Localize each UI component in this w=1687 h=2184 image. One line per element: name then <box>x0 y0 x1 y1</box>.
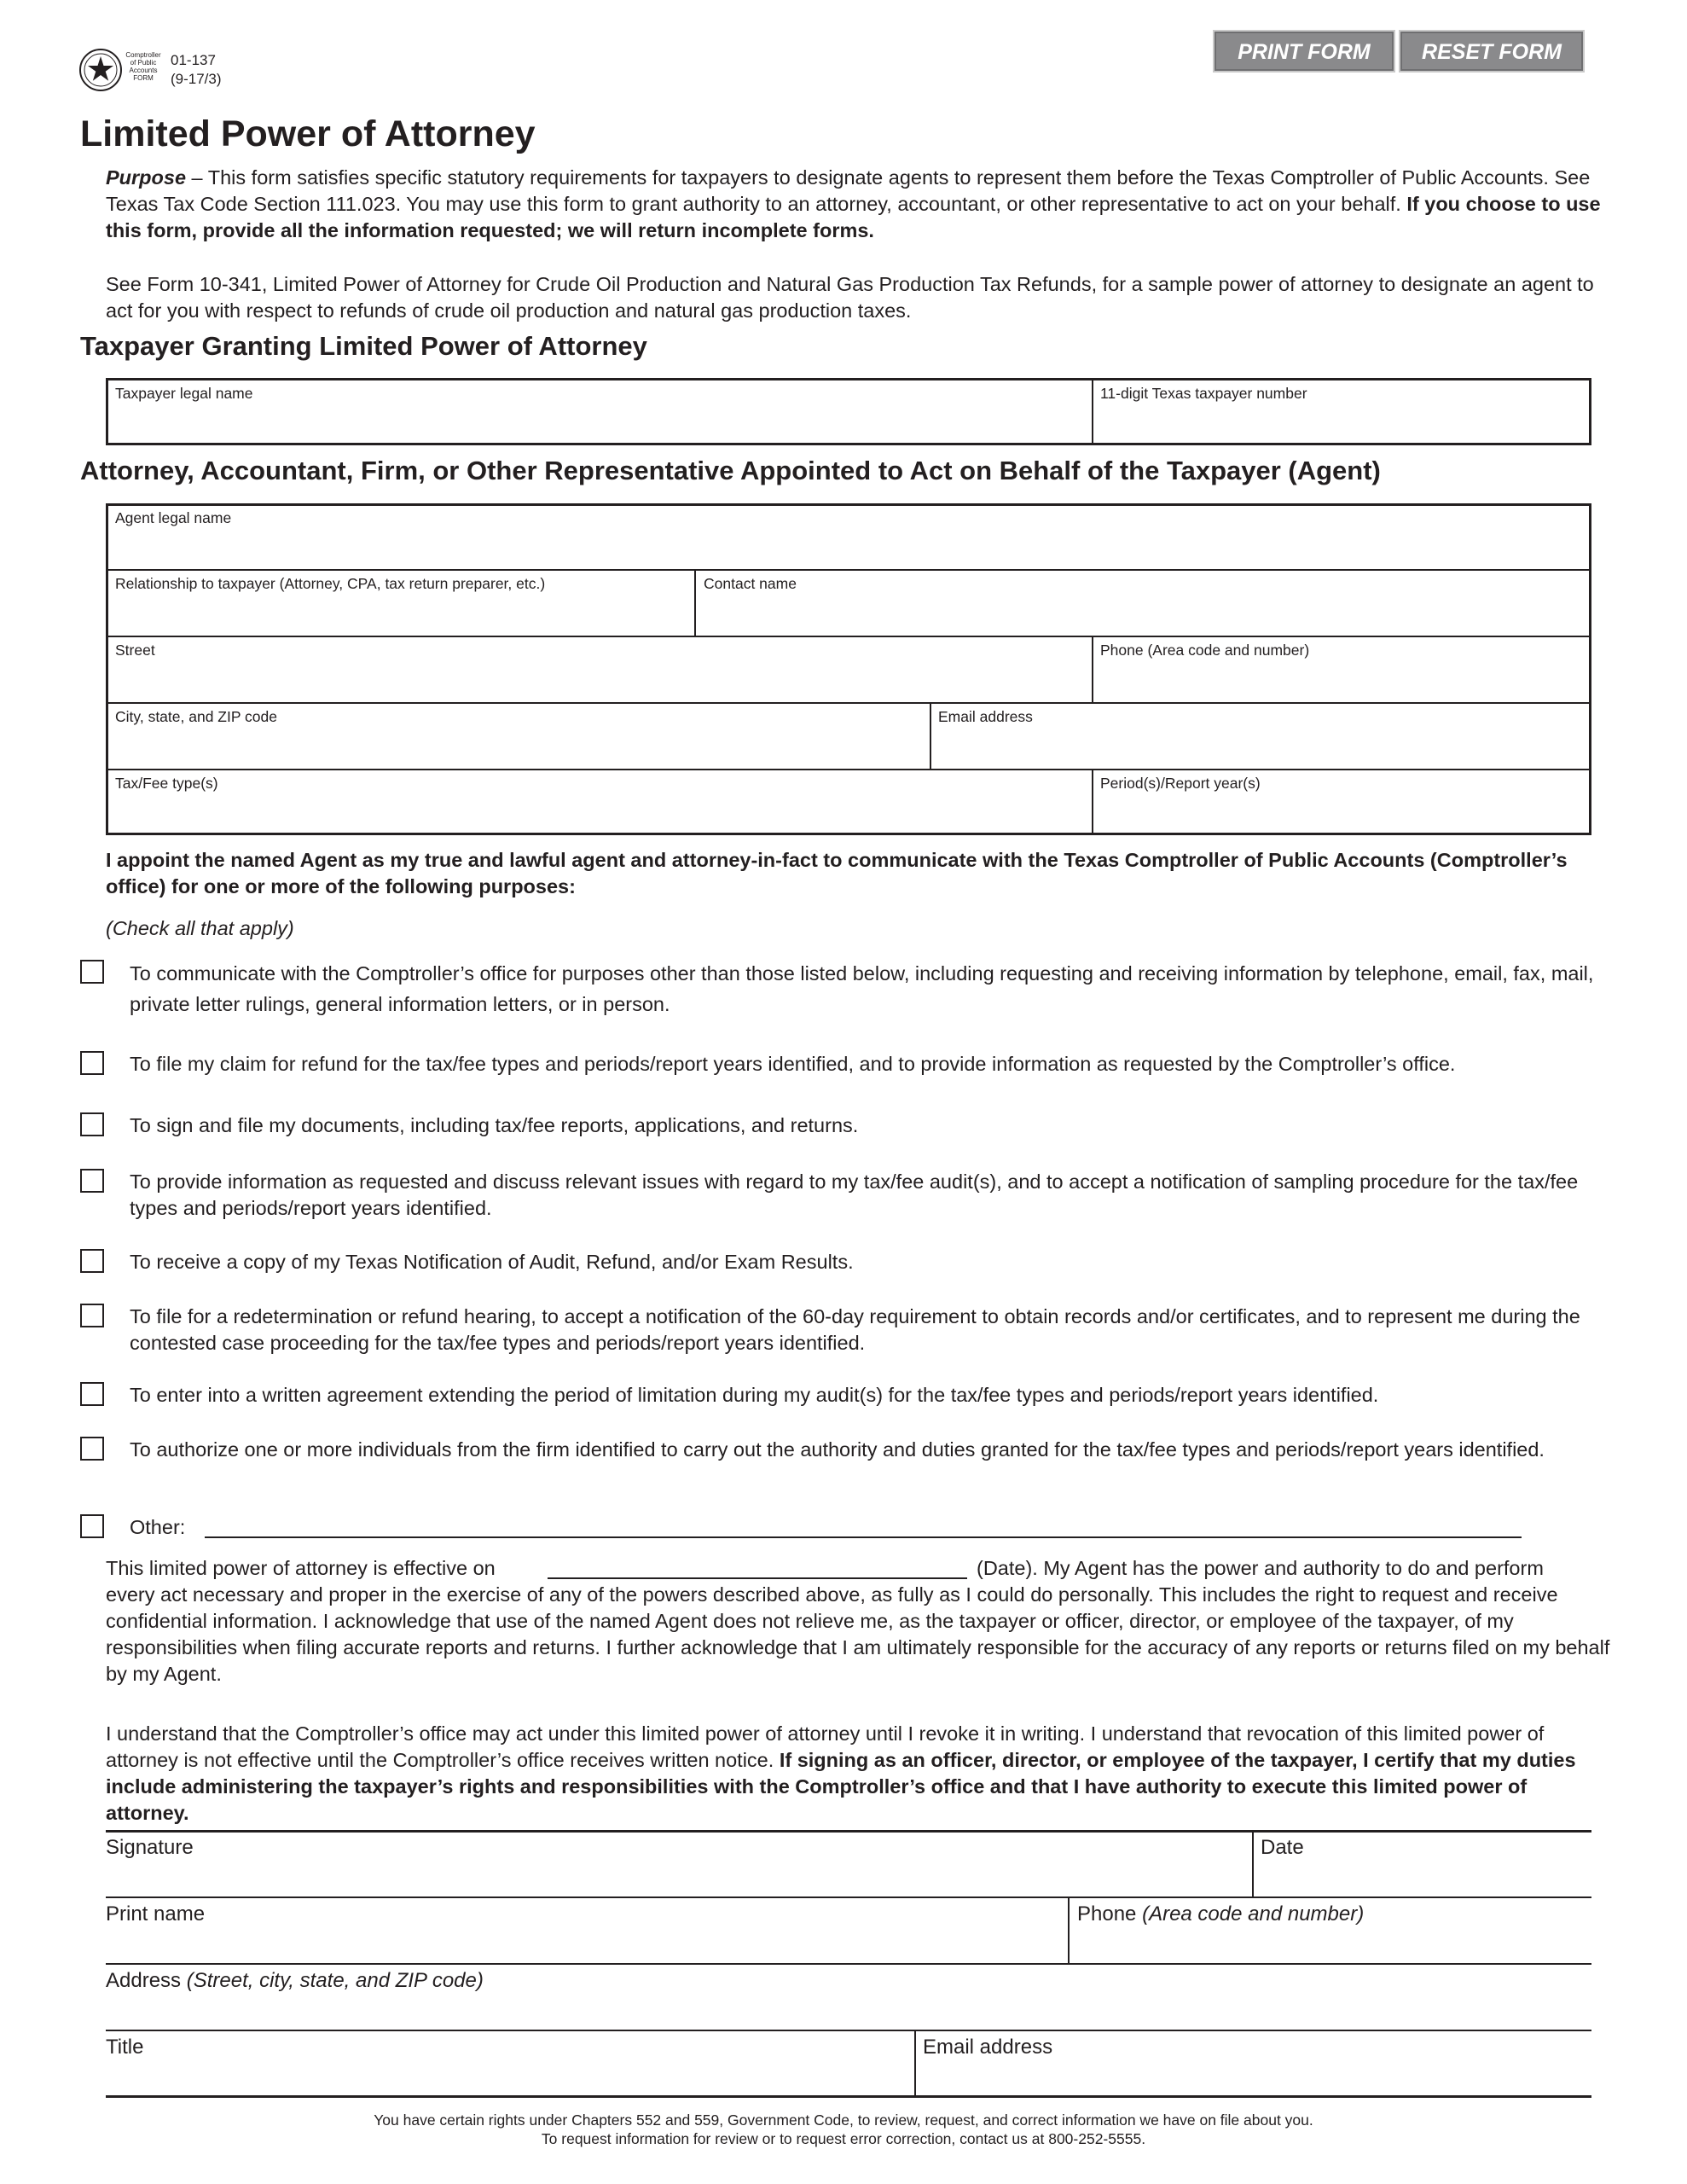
divider <box>1092 378 1093 445</box>
date-field[interactable] <box>1255 1862 1591 1894</box>
signer-email-label: Email address <box>923 2036 1053 2059</box>
effective-first-line-rest: (Date). My Agent has the power and authority to do and perform <box>977 1557 1544 1579</box>
street-field[interactable] <box>109 660 1090 700</box>
taxpayer-number-field[interactable] <box>1095 403 1588 442</box>
option-communicate-text: To communicate with the Comptroller’s office for purposes other than those listed below, including requesting and receiving information by telephone, email, fax, mail, private letter rulings, general information letters, or in person. <box>130 962 1594 1015</box>
print-form-button[interactable]: PRINT FORM <box>1213 30 1395 73</box>
agency-line: of Public <box>130 59 157 67</box>
option-limitation-agreement-text: To enter into a written agreement extending the period of limitation during my audit(s) for the tax/fee types and periods/report years identified. <box>130 1384 1379 1406</box>
option-receive-results-checkbox[interactable] <box>80 1249 104 1273</box>
effective-paragraph: every act necessary and proper in the exercise of any of the powers described above, as fully as I could do personally. This includes the right to request and receive confidential information. I acknowledge that use of the named Agent does not relieve me, as the taxpayer or officer, director, or employee of the taxpayer, of my responsibilities when filing accurate reports and returns. I further acknowledge that I am ultimately responsible for the accuracy of any reports or returns filed on my behalf by my Agent. <box>106 1583 1610 1685</box>
title-field[interactable] <box>106 2061 911 2094</box>
signer-phone-hint: (Area code and number) <box>1142 1902 1365 1926</box>
purpose-lead: Purpose <box>106 166 187 189</box>
agency-line: Accounts <box>129 67 158 74</box>
tax-fee-types-label: Tax/Fee type(s) <box>115 775 218 792</box>
divider <box>1252 1830 1254 1896</box>
address-field[interactable] <box>106 1995 1591 2027</box>
taxpayer-number-label: 11-digit Texas taxpayer number <box>1100 385 1307 402</box>
periods-field[interactable] <box>1095 793 1588 832</box>
option-sign-file-text: To sign and file my documents, including tax/fee reports, applications, and returns. <box>130 1114 859 1136</box>
effective-prefix: This limited power of attorney is effective on <box>106 1557 496 1579</box>
divider <box>106 769 1591 770</box>
taxpayer-legal-name-label: Taxpayer legal name <box>115 385 253 402</box>
signer-email-field[interactable] <box>918 2061 1591 2094</box>
signer-phone-field[interactable] <box>1071 1928 1591 1960</box>
option-other-checkbox[interactable] <box>80 1514 104 1538</box>
street-label: Street <box>115 642 155 659</box>
taxpayer-legal-name-field[interactable] <box>109 403 1090 442</box>
date-label: Date <box>1261 1836 1304 1859</box>
option-refund-claim-checkbox[interactable] <box>80 1051 104 1075</box>
form-revision: (9-17/3) <box>171 71 222 87</box>
relationship-label: Relationship to taxpayer (Attorney, CPA, tax return preparer, etc.) <box>115 575 546 592</box>
comptroller-seal-icon <box>78 48 123 92</box>
footer-rights-line: You have certain rights under Chapters 552 and 559, Government Code, to review, request, and correct information we have on file about you. <box>374 2111 1313 2129</box>
agent-legal-name-label: Agent legal name <box>115 509 232 526</box>
signer-phone-label-text: Phone <box>1077 1902 1137 1926</box>
print-name-field[interactable] <box>106 1928 1064 1960</box>
other-input-line[interactable] <box>205 1536 1522 1538</box>
print-name-label: Print name <box>106 1902 206 1926</box>
purpose-paragraph <box>106 165 1615 244</box>
signer-phone-label <box>1077 1902 1364 1926</box>
effective-date-line[interactable] <box>548 1577 967 1579</box>
agent-phone-field[interactable] <box>1095 660 1588 700</box>
signature-field[interactable] <box>106 1862 1249 1894</box>
agent-email-field[interactable] <box>933 727 1588 767</box>
see-form-paragraph: See Form 10-341, Limited Power of Attorney for Crude Oil Production and Natural Gas Production Tax Refunds, for a sample power of attorney to designate an agent to act for you with respect to refunds of crude oil production and natural gas production taxes. <box>106 273 1594 322</box>
relationship-field[interactable] <box>109 594 693 634</box>
option-other-label: Other: <box>130 1516 186 1538</box>
option-redetermination-text: To file for a redetermination or refund hearing, to accept a notification of the 60-day requirement to obtain records and/or certificates, and to represent me during the contested case proceeding for the tax/fee types and periods/report years identified. <box>130 1305 1580 1354</box>
option-redetermination-checkbox[interactable] <box>80 1304 104 1327</box>
footer-contact-line: To request information for review or to request error correction, contact us at 800-252-5555. <box>541 2130 1146 2147</box>
divider <box>1092 769 1093 835</box>
revoke-text: I understand that the Comptroller’s office may act under this limited power of attorney until I revoke it in writing. I understand that revocation of this limited power of attorney is not effective until the Comptroller’s office receives written notice. <box>106 1722 1545 1771</box>
option-authorize-individuals-text: To authorize one or more individuals from the firm identified to carry out the authority and duties granted for the tax/fee types and periods/report years identified. <box>130 1438 1545 1461</box>
title-label: Title <box>106 2036 144 2059</box>
signature-label: Signature <box>106 1836 194 1859</box>
form-number: 01-137 <box>171 52 216 68</box>
option-sign-file-checkbox[interactable] <box>80 1112 104 1136</box>
option-authorize-individuals-checkbox[interactable] <box>80 1437 104 1461</box>
divider <box>1068 1896 1070 1963</box>
divider <box>106 702 1591 704</box>
tax-fee-types-field[interactable] <box>109 793 1090 832</box>
option-limitation-agreement-checkbox[interactable] <box>80 1382 104 1406</box>
divider <box>106 1963 1591 1965</box>
periods-label: Period(s)/Report year(s) <box>1100 775 1261 792</box>
option-refund-claim-text: To file my claim for refund for the tax/fee types and periods/report years identified, and to provide information as requested by the Comptroller’s office. <box>130 1053 1456 1075</box>
form-number-block <box>171 51 222 89</box>
address-hint: (Street, city, state, and ZIP code) <box>186 1969 484 1992</box>
divider <box>106 1896 1591 1898</box>
divider <box>1092 636 1093 702</box>
option-receive-results-text: To receive a copy of my Texas Notification of Audit, Refund, and/or Exam Results. <box>130 1251 854 1273</box>
divider <box>914 2030 916 2096</box>
agency-line: FORM <box>133 74 154 82</box>
signature-bottom-rule <box>106 2095 1591 2098</box>
revoke-paragraph <box>106 1721 1615 1827</box>
taxpayer-section-heading: Taxpayer Granting Limited Power of Attorney <box>80 331 647 361</box>
city-state-zip-label: City, state, and ZIP code <box>115 708 278 725</box>
contact-name-field[interactable] <box>698 594 1588 634</box>
city-state-zip-field[interactable] <box>109 727 928 767</box>
address-label <box>106 1969 484 1993</box>
agent-legal-name-field[interactable] <box>109 528 1588 567</box>
contact-name-label: Contact name <box>704 575 797 592</box>
appoint-statement: I appoint the named Agent as my true and lawful agent and attorney-in-fact to communicate with the Texas Comptroller of Public Accounts (Comptroller’s office) for one or more of the following purposes: <box>106 849 1568 897</box>
purpose-bold: If you choose to use this form, provide all the information requested; we will return incomplete forms. <box>106 193 1601 241</box>
revoke-bold: If signing as an officer, director, or employee of the taxpayer, I certify that my duties include administering the taxpayer’s rights and responsibilities with the Comptroller’s office and that I have authority to execute this limited power of attorney. <box>106 1749 1576 1824</box>
address-label-text: Address <box>106 1969 182 1992</box>
divider <box>930 702 931 769</box>
signature-top-rule <box>106 1830 1591 1833</box>
option-audit-info-checkbox[interactable] <box>80 1169 104 1193</box>
option-audit-info-text: To provide information as requested and discuss relevant issues with regard to my tax/fee audit(s), and to accept a notification of sampling procedure for the tax/fee types and periods/report years identified. <box>130 1170 1579 1219</box>
divider <box>106 2030 1591 2031</box>
reset-form-button[interactable]: RESET FORM <box>1399 30 1585 73</box>
agency-line: Comptroller <box>125 51 161 59</box>
agent-section-heading: Attorney, Accountant, Firm, or Other Representative Appointed to Act on Behalf of the Taxpayer (Agent) <box>80 456 1381 485</box>
purpose-text: – This form satisfies specific statutory requirements for taxpayers to designate agents to represent them before the Texas Comptroller of Public Accounts. See Texas Tax Code Section 111.023. You may use this form to grant authority to an attorney, accountant, or other representative to act on your behalf. <box>106 166 1591 215</box>
agent-email-label: Email address <box>938 708 1033 725</box>
divider <box>106 636 1591 637</box>
agent-phone-label: Phone (Area code and number) <box>1100 642 1310 659</box>
page-title: Limited Power of Attorney <box>80 113 536 154</box>
agency-name <box>125 51 162 82</box>
check-all-note: (Check all that apply) <box>106 917 294 939</box>
divider <box>106 569 1591 571</box>
option-communicate-checkbox[interactable] <box>80 960 104 984</box>
divider <box>694 569 696 636</box>
